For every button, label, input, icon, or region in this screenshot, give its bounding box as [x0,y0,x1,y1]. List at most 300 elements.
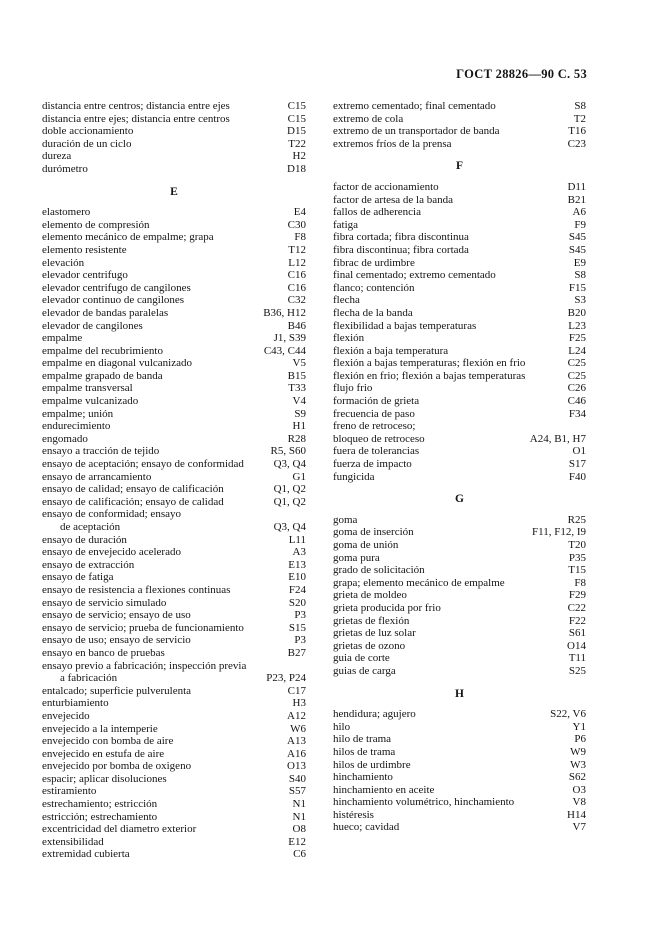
entry-term: excentricidad del diametro exterior [42,823,197,836]
entry-term: empalme del recubrimiento [42,344,163,357]
entry-term: engomado [42,432,88,445]
index-entry [42,685,306,698]
index-entry [42,735,306,748]
entry-term: empalme; unión [42,407,114,420]
entry-term: ensayo de servicio; prueba de funcionamiento [42,621,244,634]
entry-code: F24 [288,583,306,596]
entry-code: S8 [574,269,586,282]
index-entry [333,433,586,446]
entry-code: O8 [292,823,306,836]
index-entry [42,647,306,660]
entry-term: elemento mecánico de empalme; grapa [42,231,214,244]
entry-code: B21 [567,193,586,206]
entry-term: final cementado; extremo cementado [333,269,496,282]
index-entry [333,514,586,527]
entry-code: B15 [287,369,306,382]
entry-code: R28 [287,432,306,445]
index-entry [333,181,586,194]
entry-code: O13 [287,760,306,773]
index-entry [42,748,306,761]
entry-term: grieta producida por frio [333,601,441,614]
entry-term: fibra cortada; fibra discontinua [333,231,469,244]
entry-term: ensayo previo a fabricación; inspección previa [42,659,247,672]
entry-term: goma de inserción [333,526,414,539]
entry-term: distancia entre ejes; distancia entre centros [42,112,230,125]
entry-term: hilos de urdimbre [333,758,411,771]
entry-term: flecha de la banda [333,306,413,319]
entry-term: fallos de adherencia [333,206,421,219]
index-entry [42,760,306,773]
entry-code: Y1 [572,720,586,733]
entry-code: V8 [572,796,586,809]
entry-term: hinchamiento volumétrico, hinchamiento [333,796,515,809]
index-entry [42,408,306,421]
entry-term: fatiga [333,218,359,231]
index-entry [333,382,586,395]
entry-term: bloqueo de retroceso [333,432,425,445]
entry-code: S45 [568,231,586,244]
entry-term: elastomero [42,206,91,219]
entry-code: N1 [292,810,306,823]
entry-term: guias de carga [333,664,396,677]
entry-term: elevación [42,256,85,269]
index-entry [42,320,306,333]
entry-code: W9 [570,745,586,758]
entry-code: B36, H12 [263,306,306,319]
index-entry [42,257,306,270]
entry-code: L12 [288,256,306,269]
index-entry [42,307,306,320]
index-entry [333,282,586,295]
index-entry [333,577,586,590]
index-entry [42,420,306,433]
index-entry [333,589,586,602]
entry-term: grietas de luz solar [333,627,416,640]
entry-term: goma pura [333,551,380,564]
index-entry [333,294,586,307]
entry-term: extremos fríos de la prensa [333,137,452,150]
index-entry [42,597,306,610]
index-entry [42,508,306,521]
index-entry [333,194,586,207]
entry-code: Q3, Q4 [273,458,306,471]
entry-code: A3 [292,546,306,559]
index-entry [42,634,306,647]
entry-term: ensayo de uso; ensayo de servicio [42,634,191,647]
entry-code: T15 [568,564,586,577]
entry-term: elemento de compresión [42,218,150,231]
entry-term: empalme grapado de banda [42,369,163,382]
entry-code: S45 [568,243,586,256]
index-entry [42,811,306,824]
index-entry [42,150,306,163]
index-entry [333,809,586,822]
entry-term: ensayo de conformidad; ensayo [42,508,181,521]
index-entry [42,697,306,710]
index-column-right [333,100,586,861]
entry-code: T16 [568,125,586,138]
index-entry [333,665,586,678]
entry-code: C25 [567,369,586,382]
index-entry [333,652,586,665]
entry-code: P23, P24 [266,672,306,685]
entry-term: ensayo de fatiga [42,571,114,584]
entry-code: H14 [567,808,586,821]
index-entry [42,113,306,126]
entry-term: elevador de bandas paralelas [42,306,169,319]
entry-code: E4 [293,206,306,219]
entry-code: P3 [294,609,306,622]
entry-code: A24, B1, H7 [529,432,586,445]
index-entry [333,526,586,539]
index-entry [333,602,586,615]
entry-code: F11, F12, I9 [532,526,586,539]
entry-term: entalcado; superficie pulverulenta [42,684,192,697]
index-entry [333,721,586,734]
entry-term: a fabricación [60,672,118,685]
entry-term: flujo frio [333,382,373,395]
index-entry [42,710,306,723]
index-entry [333,539,586,552]
entry-term: elevador de cangilones [42,319,143,332]
index-entry [333,445,586,458]
entry-code: C17 [287,684,306,697]
index-entry [333,552,586,565]
entry-code: C16 [287,281,306,294]
entry-code: C30 [287,218,306,231]
index-entry [42,471,306,484]
entry-code: V7 [572,821,586,834]
index-entry [42,521,306,534]
entry-term: estricción; estrechamiento [42,810,158,823]
index-entry [42,138,306,151]
entry-code: S61 [568,627,586,640]
entry-code: T22 [288,137,306,150]
index-entry [42,546,306,559]
index-entry [333,420,586,433]
entry-term: hilo [333,720,351,733]
entry-code: T2 [573,112,586,125]
entry-code: H3 [292,697,306,710]
entry-term: extremo de un transportador de banda [333,125,500,138]
entry-code: F40 [568,470,586,483]
entry-term: envejecido en estufa de aire [42,747,165,760]
entry-term: envejecido por bomba de oxigeno [42,760,192,773]
entry-code: H1 [292,420,306,433]
entry-term: extremo cementado; final cementado [333,100,496,112]
index-entry [42,163,306,176]
index-entry [42,206,306,219]
index-entry [42,100,306,113]
entry-term: ensayo de envejecido acelerado [42,546,181,559]
index-entry [333,113,586,126]
page-title: ГОСТ 28826—90 С. 53 [456,67,587,81]
section-header-E: E [170,185,178,198]
entry-term: de aceptación [60,521,121,533]
entry-code: W6 [290,722,306,735]
entry-term: frecuencia de paso [333,407,415,420]
entry-code: Q1, Q2 [273,483,306,496]
entry-term: extremo de cola [333,112,404,125]
index-entry [42,219,306,232]
entry-code: A13 [287,735,306,748]
entry-code: C32 [287,294,306,307]
entry-code: P35 [568,551,586,564]
entry-code: R5, S60 [270,445,306,458]
entry-code: F34 [568,407,586,420]
entry-code: G1 [292,470,306,483]
entry-term: distancia entre centros; distancia entre ejes [42,100,230,112]
entry-code: A6 [572,206,586,219]
entry-term: empalme transversal [42,382,133,395]
entry-code: T33 [288,382,306,395]
index-entry [42,483,306,496]
entry-term: fibrac de urdimbre [333,256,415,269]
entry-term: formación de grieta [333,395,420,408]
entry-code: C15 [287,100,306,112]
index-entry [42,823,306,836]
entry-code: C6 [293,848,306,861]
entry-term: empalme vulcanizado [42,395,139,408]
entry-code: B20 [567,306,586,319]
index-entry [42,622,306,635]
index-entry [333,244,586,257]
entry-code: W3 [570,758,586,771]
entry-code: L11 [288,533,306,546]
entry-term: elevador centrifugo de cangilones [42,281,191,294]
entry-term: fuerza de impacto [333,458,412,471]
entry-code: C26 [567,382,586,395]
index-entry [42,496,306,509]
index-entry [42,370,306,383]
entry-term: flanco; contención [333,281,415,294]
entry-code: S3 [574,294,586,307]
section-header-H: H [455,687,464,700]
index-entry [42,445,306,458]
index-entry [42,382,306,395]
entry-code: D15 [287,125,306,138]
index-entry [333,206,586,219]
index-entry [42,798,306,811]
index-entry [42,773,306,786]
index-entry [333,564,586,577]
entry-term: hilo de trama [333,733,392,746]
entry-term: grietas de flexión [333,614,410,627]
entry-code: P3 [294,634,306,647]
entry-code: S40 [288,772,306,785]
section-header-F: F [455,160,464,173]
entry-code: A16 [287,747,306,760]
entry-code: S15 [288,621,306,634]
entry-term: factor de accionamiento [333,180,439,193]
entry-code: D11 [567,180,586,193]
entry-code: E9 [573,256,586,269]
entry-code: D18 [287,162,306,175]
index-entry [42,672,306,685]
index-entry [333,759,586,772]
entry-code: B46 [287,319,306,332]
index-entry [42,458,306,471]
entry-term: empalme [42,332,83,345]
entry-code: C15 [287,112,306,125]
index-entry [42,723,306,736]
index-entry [42,559,306,572]
entry-code: C23 [567,137,586,150]
entry-code: V5 [292,357,306,370]
index-entry [333,219,586,232]
index-entry [333,784,586,797]
entry-code: C46 [567,395,586,408]
entry-code: O1 [572,445,586,458]
entry-term: estiramiento [42,785,97,798]
index-entry [42,785,306,798]
entry-code: F9 [574,218,586,231]
entry-code: P6 [574,733,586,746]
entry-term: ensayo de arrancamiento [42,470,152,483]
entry-term: goma [333,513,358,526]
entry-code: O14 [567,639,586,652]
index-columns [42,100,586,861]
index-entry [42,345,306,358]
entry-term: freno de retroceso; [333,420,416,433]
entry-code: L24 [568,344,586,357]
entry-term: goma de unión [333,539,399,551]
entry-code: C16 [287,269,306,282]
entry-code: F29 [568,589,586,602]
entry-code: F22 [568,614,586,627]
entry-term: ensayo de calificación; ensayo de calidad [42,495,224,508]
index-entry [333,370,586,383]
entry-term: elevador continuo de cangilones [42,294,185,307]
index-entry [333,746,586,759]
index-entry [333,458,586,471]
index-entry [42,584,306,597]
entry-term: doble accionamiento [42,125,134,138]
index-entry [333,796,586,809]
entry-code: H2 [292,150,306,163]
entry-code: A12 [287,709,306,722]
index-entry [333,408,586,421]
index-entry [333,615,586,628]
entry-code: Q3, Q4 [273,521,306,533]
entry-code: O3 [572,783,586,796]
entry-term: espacir; aplicar disoluciones [42,772,167,785]
entry-code: F15 [568,281,586,294]
entry-term: histéresis [333,808,374,821]
index-entry [42,269,306,282]
entry-code: C25 [567,357,586,370]
entry-term: hinchamiento [333,771,393,784]
index-entry [42,433,306,446]
entry-code: F8 [574,576,586,589]
entry-code: T11 [568,652,586,665]
entry-term: envejecido [42,709,90,722]
entry-term: fungicida [333,470,375,483]
entry-code: C43, C44 [263,344,306,357]
index-entry [333,307,586,320]
index-entry [42,231,306,244]
entry-term: ensayo de extracción [42,558,135,571]
entry-term: flecha [333,294,360,307]
entry-term: hueco; cavidad [333,821,400,834]
entry-code: F25 [568,332,586,345]
entry-term: extremidad cubierta [42,848,130,861]
index-entry [42,357,306,370]
index-entry [42,294,306,307]
index-entry [42,125,306,138]
entry-code: R25 [567,513,586,526]
index-entry [333,269,586,282]
index-entry [333,332,586,345]
entry-code: V4 [292,395,306,408]
index-entry [42,395,306,408]
index-entry [333,257,586,270]
entry-code: T20 [568,539,586,551]
entry-term: hendidura; agujero [333,708,416,721]
entry-term: durómetro [42,162,88,175]
entry-code: S25 [568,664,586,677]
entry-term: extensibilidad [42,835,104,848]
entry-term: guia de corte [333,652,390,665]
entry-term: flexión [333,332,365,345]
entry-term: ensayo de resistencia a flexiones continuas [42,583,231,596]
index-entry [333,138,586,151]
index-entry [333,640,586,653]
index-entry [42,332,306,345]
entry-code: J1, S39 [273,332,306,345]
index-entry [333,771,586,784]
entry-term: ensayo de aceptación; ensayo de conformidad [42,458,244,471]
entry-term: empalme en diagonal vulcanizado [42,357,192,370]
entry-term: elevador centrifugo [42,269,128,282]
entry-code: T12 [288,243,306,256]
entry-term: grietas de ozono [333,639,406,652]
entry-code: B27 [287,646,306,659]
entry-term: grado de solicitación [333,564,425,577]
index-entry [42,244,306,257]
entry-code: E13 [288,558,306,571]
entry-term: hilos de trama [333,745,396,758]
entry-code: S20 [288,596,306,609]
index-entry [333,821,586,834]
index-entry [333,100,586,113]
entry-term: ensayo de calidad; ensayo de calificación [42,483,224,496]
entry-term: endurecimiento [42,420,111,433]
index-entry [333,357,586,370]
entry-term: hinchamiento en aceite [333,783,435,796]
index-entry [42,660,306,673]
index-entry [333,320,586,333]
entry-code: E12 [288,835,306,848]
entry-term: envejecido con bomba de aire [42,735,174,748]
index-entry [333,395,586,408]
entry-term: elemento resistente [42,243,127,256]
index-entry [333,627,586,640]
index-entry [333,345,586,358]
index-entry [333,733,586,746]
index-entry [42,836,306,849]
entry-code: F8 [294,231,306,244]
index-column-left [42,100,306,861]
entry-term: fibra discontinua; fibra cortada [333,243,469,256]
index-entry [333,125,586,138]
entry-term: flexión a baja temperatura [333,344,449,357]
entry-code: Q1, Q2 [273,495,306,508]
section-header-G: G [455,493,464,506]
index-entry [333,708,586,721]
entry-term: grapa; elemento mecánico de empalme [333,576,505,589]
index-entry [42,571,306,584]
